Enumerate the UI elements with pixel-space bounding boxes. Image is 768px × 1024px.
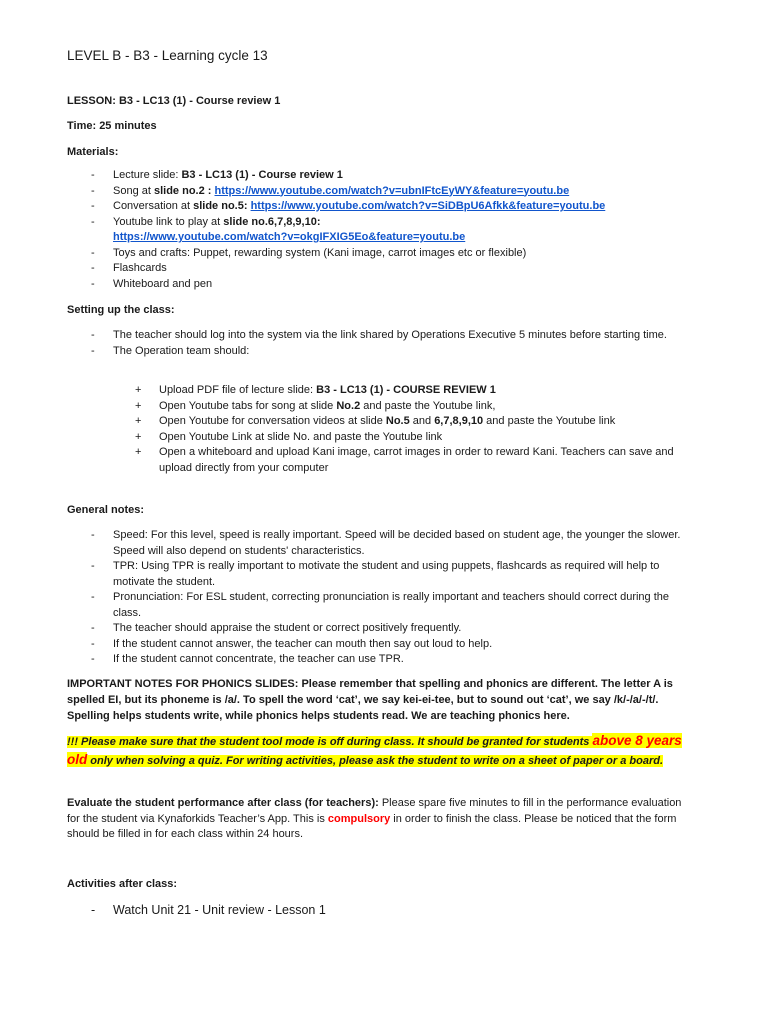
document-title: LEVEL B - B3 - Learning cycle 13	[67, 48, 268, 63]
list-item: - The teacher should log into the system via the link shared by Operations Executive 5 minutes before starting time.	[91, 329, 667, 341]
list-item: - Speed: For this level, speed is really important. Speed will be decided based on student age, the younger the slower. Speed will also depend on students' characteristics.	[91, 529, 681, 557]
list-item: - Whiteboard and pen	[91, 277, 213, 290]
list-item: - Flashcards	[91, 262, 167, 274]
list-item: - The Operation team should:	[91, 344, 250, 357]
list-item: + Upload PDF file of lecture slide: B3 - LC13 (1) - COURSE REVIEW 1	[135, 384, 496, 396]
list-item: - Watch Unit 21 - Unit review - Lesson 1	[91, 903, 326, 917]
list-item: + Open Youtube Link at slide No. and paste the Youtube link	[135, 430, 443, 443]
operation-sublist	[67, 383, 687, 476]
materials-list	[67, 168, 687, 292]
time-label: Time: 25 minutes	[67, 120, 157, 132]
general-list	[67, 528, 687, 668]
materials-heading: Materials:	[67, 146, 119, 158]
list-item: - Conversation at slide no.5: https://www.youtube.com/watch?v=SiDBpU6Afkk&feature=youtu.be	[91, 200, 606, 212]
tool-mode-warning: !!! Please make sure that the student tool mode is off during class. It should be granted for students above 8 years old only when solving a quiz. For writing activities, please ask the student to write on a sheet of paper or a board.	[67, 733, 682, 767]
conversation-youtube-link[interactable]: https://www.youtube.com/watch?v=SiDBpU6Afkk&feature=youtu.be	[250, 200, 606, 212]
list-item: - Youtube link to play at slide no.6,7,8,9,10: https://www.youtube.com/watch?v=okgIFXIG5Eo&feature=youtu.be	[91, 215, 466, 243]
list-item: + Open a whiteboard and upload Kani image, carrot images in order to reward Kani. Teachers can save and upload directly from your computer	[135, 446, 674, 474]
activities-list	[67, 901, 687, 919]
compulsory-highlight: compulsory	[327, 812, 391, 825]
setup-heading: Setting up the class:	[67, 304, 175, 316]
list-item: - Lecture slide: B3 - LC13 (1) - Course review 1	[91, 169, 343, 181]
setup-list	[67, 328, 687, 359]
general-heading: General notes:	[67, 504, 145, 516]
phonics-note: IMPORTANT NOTES FOR PHONICS SLIDES: Please remember that spelling and phonics are different. The letter A is spelled EI, but its phoneme is /a/. To spell the word ‘cat’, we say kei-ei-tee, but to sound out ‘cat’, we say /k/-/a/-/t/. Spelling helps students write, while phonics helps students read. We are teaching phonics here.	[67, 678, 673, 722]
list-item: - The teacher should appraise the student or correct positively frequently.	[91, 622, 462, 634]
evaluation-note: Evaluate the student performance after class (for teachers): Please spare five minutes to fill in the performance evaluation for the student via Kynaforkids Teacher’s App. This is compulsory in order to finish the class. Please be noticed that the form should be filled in for each class within 24 hours.	[67, 797, 682, 840]
song-youtube-link[interactable]: https://www.youtube.com/watch?v=ubnIFtcEyWY&feature=youtu.be	[214, 184, 570, 197]
list-item: + Open Youtube for conversation videos at slide No.5 and 6,7,8,9,10 and paste the Youtube link	[135, 415, 616, 427]
list-item: + Open Youtube tabs for song at slide No.2 and paste the Youtube link,	[135, 399, 496, 412]
lesson-label: LESSON: B3 - LC13 (1) - Course review 1	[67, 95, 281, 107]
list-item: - Toys and crafts: Puppet, rewarding system (Kani image, carrot images etc or flexible)	[91, 246, 527, 259]
age-highlight: above 8 years old	[67, 733, 682, 767]
activities-heading: Activities after class:	[67, 878, 178, 890]
list-item: - TPR: Using TPR is really important to motivate the student and using puppets, flashcards as required will help to motivate the student.	[91, 560, 660, 588]
list-item: - If the student cannot concentrate, the teacher can use TPR.	[91, 653, 404, 665]
list-item: - Song at slide no.2 : https://www.youtube.com/watch?v=ubnIFtcEyWY&feature=youtu.be	[91, 184, 570, 197]
slides-youtube-link[interactable]: https://www.youtube.com/watch?v=okgIFXIG5Eo&feature=youtu.be	[113, 231, 466, 243]
list-item: - Pronunciation: For ESL student, correcting pronunciation is really important and teachers should correct during the class.	[91, 591, 670, 619]
list-item: - If the student cannot answer, the teacher can mouth then say out loud to help.	[91, 637, 493, 650]
